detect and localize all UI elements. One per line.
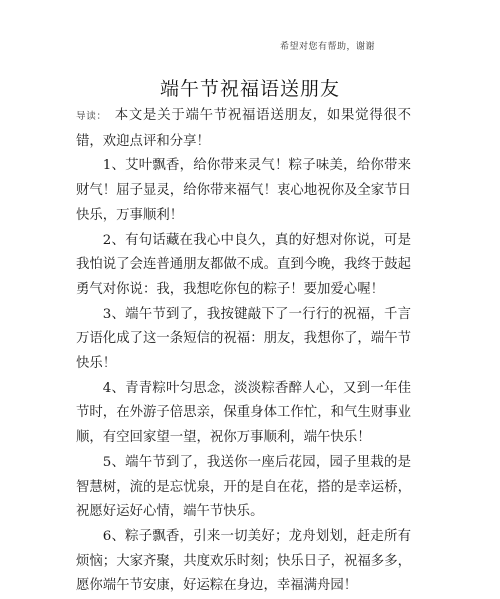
blessing-item-3: 3、端午节到了，我按键敲下了一行行的祝福，千言万语化成了这一条短信的祝福：朋友，我想你了，端午节快乐！: [76, 306, 411, 372]
document-body: [76, 104, 411, 599]
intro-text: 本文是关于端午节祝福语送朋友，如果觉得很不错，欢迎点评和分享！: [76, 108, 411, 149]
blessing-item-6: 6、粽子飘香，引来一切美好；龙舟划划，赶走所有烦恼；大家齐聚，共度欢乐时刻；快乐日子，祝福多多，愿你端午节安康，好运粽在身边，幸福满舟园！: [76, 528, 411, 594]
blessing-item-2: 2、有句话藏在我心中良久，真的好想对你说，可是我怕说了会连普通朋友都做不成。直到今晚，我终于鼓起勇气对你说：我，我想吃你包的粽子！要加爱心喔！: [76, 232, 411, 297]
intro-lead-label: 导读：: [76, 111, 107, 122]
blessing-item-4: 4、青青粽叶匀思念，淡淡粽香醉人心，又到一年佳节时，在外游子倍思亲，保重身体工作忙，和气生财事业顺，有空回家望一望，祝你万事顺利，端午快乐！: [76, 380, 411, 446]
blessing-item-1: 1、艾叶飘香，给你带来灵气！粽子味美，给你带来财气！屈子显灵，给你带来福气！衷心地祝你及全家节日快乐，万事顺利！: [76, 158, 411, 223]
header-note: 希望对您有帮助，谢谢: [279, 42, 375, 52]
blessing-item-5: 5、端午节到了，我送你一座后花园，园子里栽的是智慧树，流的是忘忧泉，开的是自在花，搭的是幸运桥，祝愿好运好心情，端午节快乐。: [76, 454, 411, 520]
intro-paragraph: [76, 104, 411, 154]
document-title: 端午节祝福语送朋友: [159, 78, 340, 100]
